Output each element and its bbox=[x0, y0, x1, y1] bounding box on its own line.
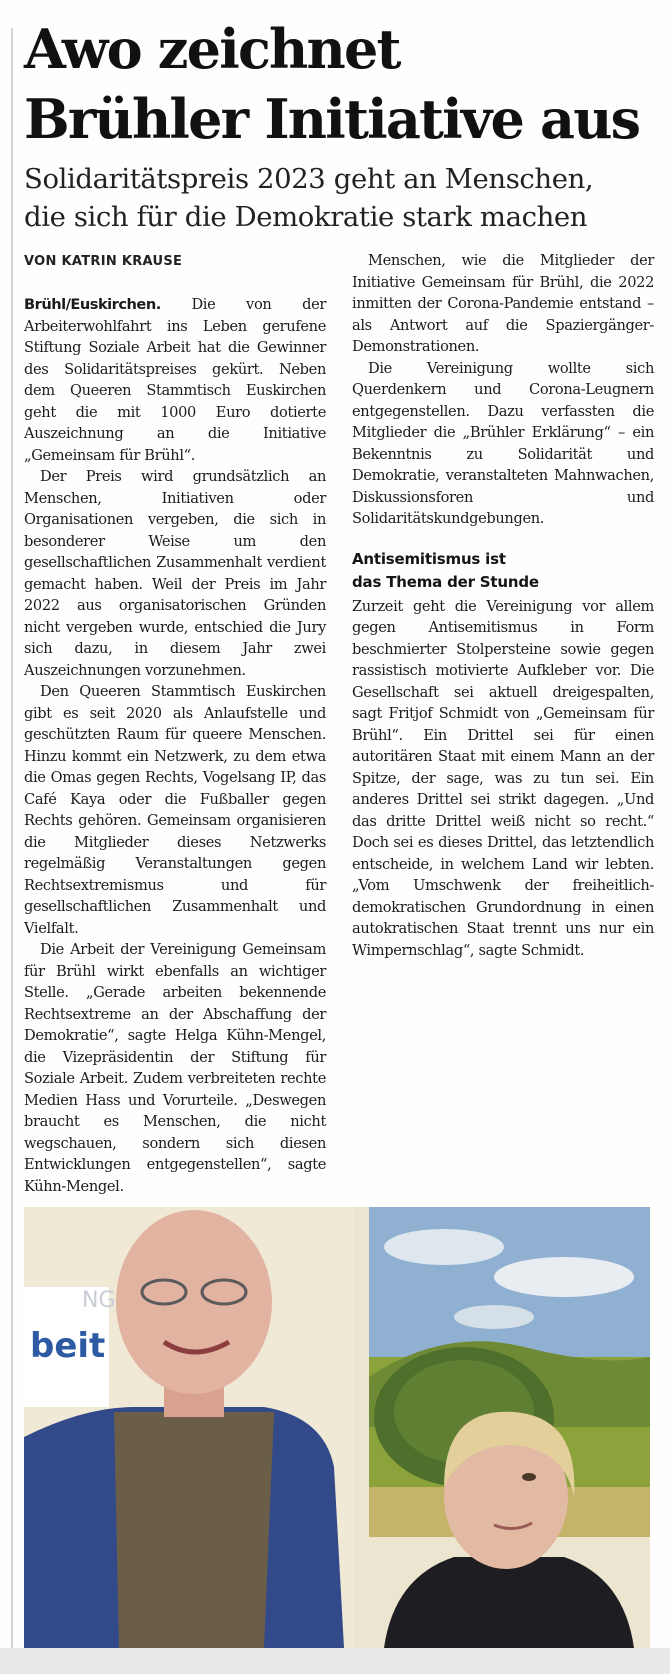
headline-line-1: Awo zeichnet bbox=[24, 17, 400, 81]
article-column-2 bbox=[352, 250, 654, 961]
page-footer-bar bbox=[0, 1648, 670, 1674]
headline-line-2: Brühler Initiative aus bbox=[24, 87, 640, 151]
paragraph-7: Zurzeit geht die Vereinigung vor allem gegen Antisemitismus in Form beschmierter Stolpersteine sowie gegen rassistisch motivierte Aufkleber vor. Die Gesellschaft sei aktuell dreigespalten, sagt Fritjof Schmidt von „Gemeinsam für Brühl“. Ein Drittel sei für einen autoritären Staat mit einem Mann an der Spitze, der sage, was zu tun sei. Ein anderes Drittel sei strikt dagegen. „Und das dritte Drittel weiß nicht so recht.“ Doch sei es dieses Drittel, das letztendlich entscheide, in welchem Land wir lebten. „Vom Umschwenk der freiheitlich-demokratischen Grundordnung in einen autokratischen Staat trennt uns nur ein Wimpernschlag“, sagte Schmidt. bbox=[352, 597, 654, 959]
subheadline-line-1: Solidaritätspreis 2023 geht an Menschen, bbox=[24, 163, 594, 195]
section-subheading-line-1: Antisemitismus ist bbox=[352, 549, 506, 568]
article-photo bbox=[24, 1207, 650, 1648]
sign-text: beit bbox=[30, 1326, 106, 1366]
section-subheading bbox=[352, 548, 654, 594]
paragraph-2: Der Preis wird grundsätzlich an Menschen, Initiativen oder Organisationen vergeben, die sich in besonderer Weise um den gesellschaftlichen Zusammenhalt verdient gemacht haben. Weil der Preis im Jahr 2022 aus organisatorischen Gründen nicht vergeben wurde, entschied die Jury sich dazu, in diesem Jahr zwei Auszeichnungen vorzunehmen. bbox=[24, 468, 326, 679]
paragraph-1-text: Die von der Arbeiterwohlfahrt ins Leben gerufene Stiftung Soziale Arbeit hat die Gewinner des Solidaritätspreises gekürt. Neben dem Queeren Stammtisch Euskirchen geht die mit 1000 Euro dotierte Auszeichnung an die Initiative „Gemeinsam für Brühl“. bbox=[24, 296, 326, 464]
paragraph-1 bbox=[24, 294, 326, 466]
sign-text-top: NG bbox=[82, 1288, 116, 1313]
paragraph-3: Den Queeren Stammtisch Euskirchen gibt es seit 2020 als Anlaufstelle und geschützten Raum für queere Menschen. Hinzu kommt ein Netzwerk, zu dem etwa die Omas gegen Rechts, Vogelsang IP, das Café Kaya oder die Fußballer gegen Rechts gehören. Gemeinsam organisieren die Mitglieder dieses Netzwerks regelmäßig Veranstaltungen gegen Rechtsextremismus und für gesellschaftlichen Zusammenhalt und Vielfalt. bbox=[24, 683, 326, 937]
left-column-rule bbox=[11, 28, 13, 1650]
subheadline-line-2: die sich für die Demokratie stark machen bbox=[24, 201, 588, 233]
photo-illustration bbox=[24, 1207, 650, 1648]
paragraph-6: Die Vereinigung wollte sich Querdenkern und Corona-Leugnern entgegenstellen. Dazu verfassten die Mitglieder die „Brühler Erklärung“ – ein Bekenntnis zu Solidarität und Demokratie, veranstalteten Mahnwachen, Diskussionsforen und Solidaritätskundgebungen. bbox=[352, 359, 654, 527]
wall-sign bbox=[24, 1287, 116, 1407]
paragraph-4: Die Arbeit der Vereinigung Gemeinsam für Brühl wirkt ebenfalls an wichtiger Stelle. „Gerade arbeiten bekennende Rechtsextreme an der Abschaffung der Demokratie“, sagte Helga Kühn-Mengel, die Vizepräsidentin der Stiftung für Soziale Arbeit. Zudem verbreiteten rechte Medien Hass und Vorurteile. „Deswegen braucht es Menschen, die nicht wegschauen, sondern sich diesen Entwicklungen entgegenstellen“, sagte Kühn-Mengel. bbox=[24, 941, 326, 1195]
byline: VON KATRIN KRAUSE bbox=[24, 254, 183, 269]
dateline: Brühl/Euskirchen. bbox=[24, 296, 161, 313]
paragraph-5: Menschen, wie die Mitglieder der Initiative Gemeinsam für Brühl, die 2022 inmitten der Corona-Pandemie entstand – als Antwort auf die Spaziergänger-Demonstrationen. bbox=[352, 252, 654, 355]
section-subheading-line-2: das Thema der Stunde bbox=[352, 572, 539, 591]
subheadline bbox=[24, 160, 654, 236]
article-column-1 bbox=[24, 294, 326, 1197]
headline bbox=[24, 14, 654, 154]
